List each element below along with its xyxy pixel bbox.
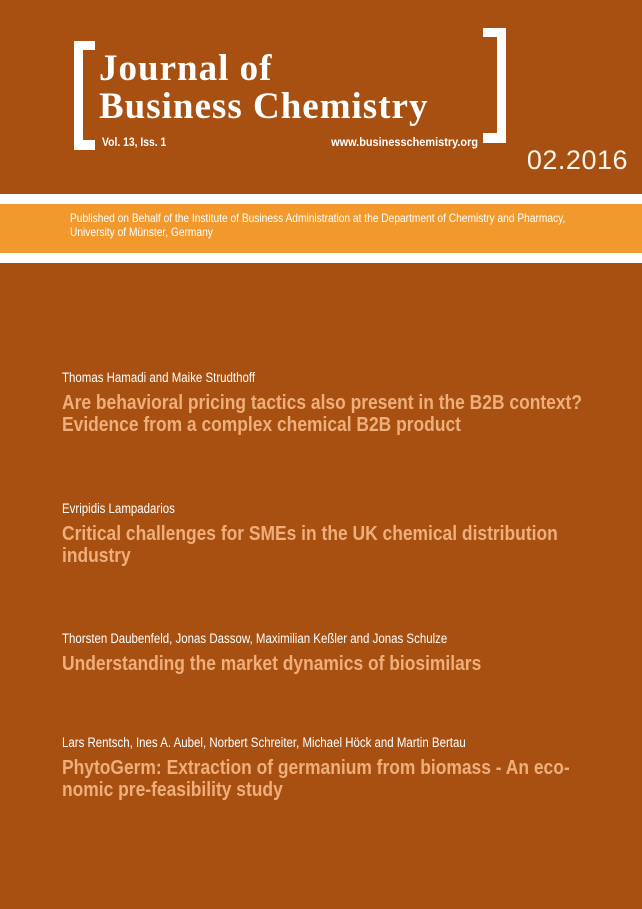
article-title-line: Are behavioral pricing tactics also present in the B2B context? (62, 391, 582, 414)
publisher-banner-text (70, 211, 566, 239)
right-bracket-graphic (483, 28, 506, 143)
article-title-line: Critical challenges for SMEs in the UK chemical distribution (62, 522, 558, 545)
article-title-line: PhytoGerm: Extraction of germanium from biomass - An eco- (62, 756, 570, 779)
article-title (62, 757, 622, 800)
volume-issue-label: Vol. 13, Iss. 1 (102, 137, 167, 149)
article-authors: Thomas Hamadi and Maike Strudthoff (62, 370, 256, 385)
article-title-line: industry (62, 543, 131, 567)
article-authors: Thorsten Daubenfeld, Jonas Dassow, Maximilian Keßler and Jonas Schulze (62, 631, 448, 646)
issue-date: 02.2016 (526, 145, 628, 175)
article-title (62, 653, 622, 675)
article-entry (62, 630, 622, 675)
article-title-line: Understanding the market dynamics of biosimilars (62, 652, 482, 675)
article-entry (62, 734, 622, 800)
divider-stripe-top (0, 194, 642, 204)
article-authors: Lars Rentsch, Ines A. Aubel, Norbert Schreiter, Michael Höck and Martin Bertau (62, 735, 466, 750)
article-authors: Evripidis Lampadarios (62, 501, 175, 516)
article-entry (62, 369, 622, 435)
publisher-banner-line2: University of Münster, Germany (70, 224, 213, 239)
left-bracket-graphic (74, 41, 95, 150)
journal-title-line2: Business Chemistry (99, 86, 429, 127)
article-title-line: nomic pre-feasibility study (62, 777, 283, 801)
publisher-banner-line1: Published on Behalf of the Institute of Business Administration at the Department of Chemistry and Pharmacy, (70, 211, 566, 225)
divider-stripe-bottom (0, 253, 642, 263)
article-entry (62, 500, 622, 566)
article-title (62, 392, 622, 435)
journal-title-line1: Journal of (99, 48, 273, 89)
website-url: www.businesschemistry.org (331, 137, 478, 149)
publisher-banner (0, 204, 642, 253)
article-title (62, 523, 622, 566)
journal-logo (99, 50, 428, 126)
article-title-line: Evidence from a complex chemical B2B product (62, 412, 461, 436)
